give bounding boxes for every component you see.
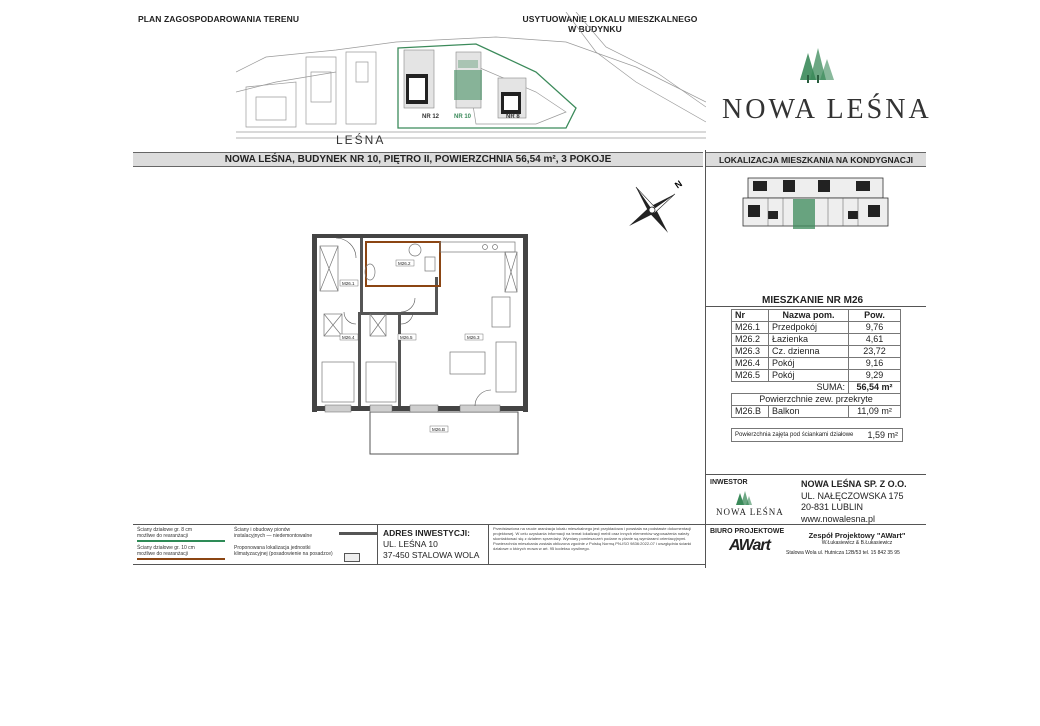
legend-item-2-line1: Ściany działowe gr. 10 cm [137, 545, 195, 551]
table-row [732, 346, 901, 358]
table-cell: M26.4 [732, 358, 769, 370]
legend-item-3 [234, 527, 369, 539]
table-external-header-row [732, 394, 901, 406]
table-cell: 9,76 [849, 322, 901, 334]
floor-location-plan [738, 173, 893, 233]
apartment-table-title: MIESZKANIE NR M26 [762, 295, 864, 306]
room-label-m26-b: M26.B [432, 427, 446, 432]
legend-item-1-line1: Ściany działowe gr. 8 cm [137, 527, 193, 533]
table-cell: Balkon [769, 406, 849, 418]
building-label-nr8: NR 8 [506, 114, 520, 120]
design-office-label: BIURO PROJEKTOWE [710, 528, 785, 535]
table-cell: Przedpokój [769, 322, 849, 334]
wall-area-box [731, 428, 903, 442]
table-cell: 9,16 [849, 358, 901, 370]
legend-item-1-line2: możliwe do rearanżacji [137, 533, 188, 539]
table-cell: M26.2 [732, 334, 769, 346]
table-cell: M26.3 [732, 346, 769, 358]
design-office-info [792, 531, 922, 546]
location-band: LOKALIZACJA MIESZKANIA NA KONDYGNACJI [706, 152, 926, 167]
table-cell: 11,09 m² [849, 406, 901, 418]
wall-area-value: 1,59 m² [867, 430, 898, 440]
table-header-row [732, 310, 901, 322]
table-cell: Cz. dzienna [769, 346, 849, 358]
table-header-cell: Nr [732, 310, 769, 322]
location-title-line1: USYTUOWANIE LOKALU MIESZKALNEGO [522, 14, 698, 24]
building-label-nr10: NR 10 [454, 114, 472, 120]
table-cell: 9,29 [849, 370, 901, 382]
legend-item-1 [137, 527, 229, 542]
design-office-team: Zespół Projektowy "AWart" [808, 531, 906, 540]
apartment-info-band: NOWA LEŚNA, BUDYNEK NR 10, PIĘTRO II, POWIERZCHNIA 56,54 m², 3 POKOJE [133, 152, 703, 167]
table-cell: M26.B [732, 406, 769, 418]
table-cell: 23,72 [849, 346, 901, 358]
compass-rose-icon [620, 178, 690, 238]
table-cell: M26.1 [732, 322, 769, 334]
legend-item-3-line1: Ściany i obudowy pionów [234, 527, 291, 533]
room-label-m26-3: M26.3 [467, 335, 480, 340]
table-row [732, 334, 901, 346]
design-office-address: Stalowa Wola ul. Hutnicza 12B/53 tel. 15 842 35 95 [786, 550, 900, 556]
room-label-m26-2: M26.2 [398, 261, 411, 266]
compass-north-label: N [672, 178, 684, 191]
table-row [732, 370, 901, 382]
table-cell: Pokój [769, 358, 849, 370]
site-plan-drawing [236, 12, 706, 154]
investor-label: INWESTOR [710, 479, 748, 486]
sum-label: SUMA: [732, 382, 849, 394]
design-office-logo: AWart [729, 537, 770, 554]
table-row [732, 406, 901, 418]
legend-swatch-brown [137, 558, 225, 560]
apartment-floor-plan [310, 232, 530, 457]
table-row [732, 358, 901, 370]
investor-web[interactable]: www.nowalesna.pl [801, 513, 876, 524]
legend-swatch-green [137, 540, 225, 542]
legend-item-4 [234, 545, 369, 557]
legend-item-4-line2: klimatyzacyjnej (posadowienie na posadzce) [234, 551, 333, 557]
wall-area-label: Powierzchnia zajęta pod ściankami działowe [735, 432, 854, 438]
site-plan-title: PLAN ZAGOSPODAROWANIA TERENU [138, 14, 300, 24]
table-cell: Łazienka [769, 334, 849, 346]
table-sum-row [732, 382, 901, 394]
ac-unit-icon [344, 553, 360, 562]
investor-logo-icon [734, 490, 754, 506]
brand-tree-icon [790, 45, 840, 85]
external-header: Powierzchnie zew. przekryte [732, 394, 901, 406]
legend-item-2 [137, 545, 229, 560]
location-title-line2: W BUDYNKU [568, 24, 622, 34]
legend-item-3-line2: instalacyjnych — niedemontowalne [234, 533, 313, 539]
legend-swatch-gray [339, 532, 377, 535]
room-label-m26-5: M26.5 [400, 335, 413, 340]
legend-item-4-line1: Proponowana lokalizacja jednostki [234, 545, 311, 551]
table-header-cell: Pow. [849, 310, 901, 322]
investor-street: UL. NAŁĘCZOWSKA 175 [801, 490, 904, 501]
building-label-nr12: NR 12 [422, 114, 440, 120]
table-cell: Pokój [769, 370, 849, 382]
investment-address [383, 528, 479, 561]
investor-address [801, 479, 907, 525]
table-cell: M26.5 [732, 370, 769, 382]
disclaimer-text: Przedstawiona na rzucie aranżacja lokalu mieszkalnego jest przykładowa i powstała na podstawie dokumentacji projektowej. W celu uzyskania informacji na temat lokalizacji mebli oraz innych elementów wyposażenia należy skontaktować się z działem sprzedaży. Wymiary pomieszczeń podane w planie są wymiarami orientacyjnymi. Powierzchnia mieszkania została obliczona zgodnie z Polską Normą PN-ISO 9836:2022-07 i uwzględnia ścianki działowe o których mowa w art. 95 kodeksu cywilnego. [493, 526, 692, 551]
investor-city: 20-831 LUBLIN [801, 502, 864, 512]
room-label-m26-1: M26.1 [342, 281, 355, 286]
apartment-rooms-table [731, 309, 901, 418]
apartment-highlight [793, 199, 815, 229]
investment-address-city: 37-450 STALOWA WOLA [383, 550, 480, 560]
investment-address-label: ADRES INWESTYCJI: [383, 528, 470, 538]
table-cell: 4,61 [849, 334, 901, 346]
investor-logo-text: NOWA LEŚNA [716, 507, 784, 517]
sum-value: 56,54 m² [849, 382, 901, 394]
legend-item-2-line2: możliwe do rearanżacji [137, 551, 188, 557]
investment-address-street: UL. LEŚNA 10 [383, 539, 438, 549]
table-row [732, 322, 901, 334]
room-label-m26-4: M26.4 [342, 335, 355, 340]
street-label: LEŚNA [336, 133, 386, 147]
investor-company: NOWA LEŚNA SP. Z O.O. [801, 479, 907, 489]
table-header-cell: Nazwa pom. [769, 310, 849, 322]
design-office-names: W.Łukasiewicz & B.Łukasiewicz [821, 540, 893, 546]
brand-name: NOWA LEŚNA [722, 94, 932, 125]
